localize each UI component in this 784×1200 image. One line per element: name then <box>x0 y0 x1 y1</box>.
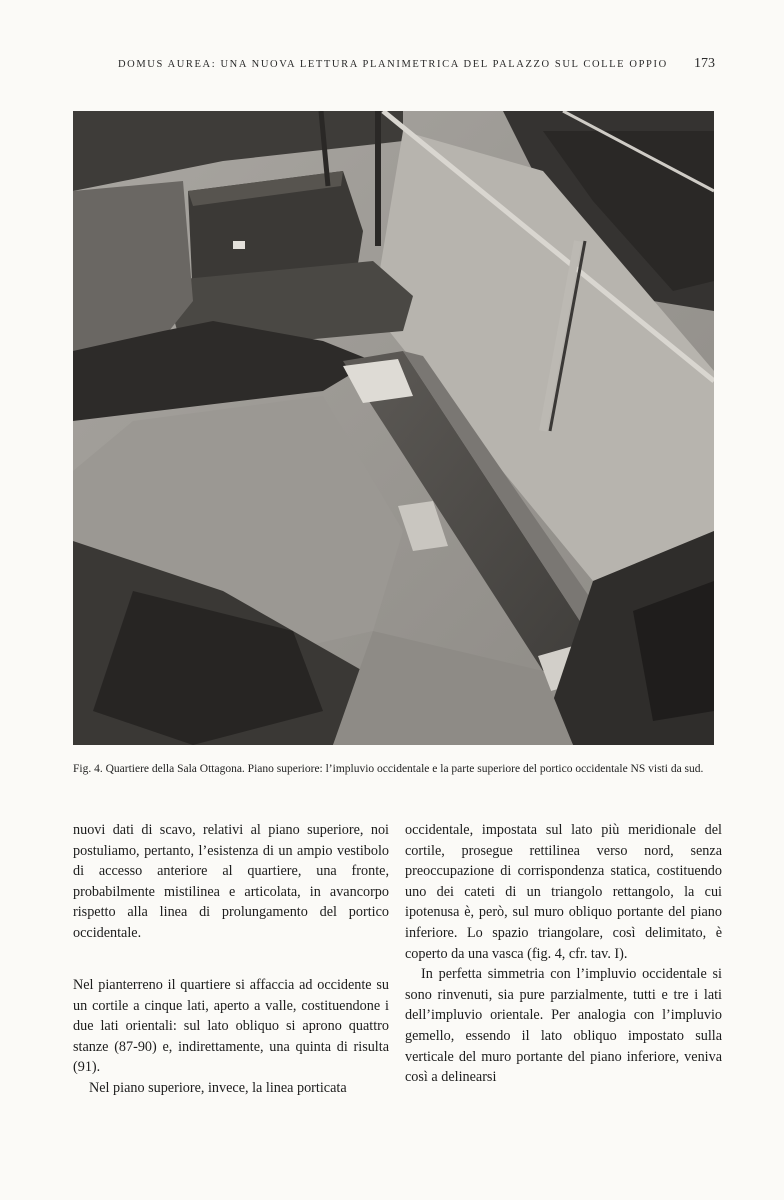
page-number: 173 <box>694 56 715 71</box>
paragraph: nuovi dati di scavo, relativi al piano superiore, noi postuliamo, pertanto, l’esistenza di un ampio vestibolo di accesso anteriore al quartiere, una fronte, probabilmente mistilinea e articolata, in avancorpo rispetto alla linea di prolungamento del portico occidentale. <box>73 822 389 941</box>
body-left-column-top <box>73 820 389 944</box>
paragraph: Nel piano superiore, invece, la linea porticata <box>89 1079 347 1096</box>
paragraph: In perfetta simmetria con l’impluvio occidentale si sono rinvenuti, sia pure parzialmente, tutti e tre i lati dell’impluvio orientale. Per analogia con l’impluvio gemello, essendo il lato obliquo impostato sulla verticale del muro portante del piano inferiore, veniva così a delinearsi <box>405 966 722 1086</box>
figure-caption: Fig. 4. Quartiere della Sala Ottagona. Piano superiore: l’impluvio occidentale e la parte superiore del portico occidentale NS visti da sud. <box>73 763 704 775</box>
body-left-column-bottom <box>73 975 389 1099</box>
body-right-column <box>405 820 722 1088</box>
excavation-photo-illustration <box>73 111 714 745</box>
paragraph: occidentale, impostata sul lato più meridionale del cortile, prosegue rettilinea verso nord, senza preoccupazione di corrispondenza statica, costituendo uno dei cateti di un triangolo rettangolo, la cui ipotenusa è, però, sul muro obliquo portante del piano inferiore. Lo spazio triangolare, così delimitato, è coperto da una vasca (fig. 4, cfr. tav. I). <box>405 822 722 962</box>
paragraph: Nel pianterreno il quartiere si affaccia ad occidente su un cortile a cinque lati, aperto a valle, costituendone i due lati orientali: sul lato obliquo si aprono quattro stanze (87-90) e, indirettamente, una quinta di risulta (91). <box>73 977 389 1076</box>
excavation-photo <box>73 111 714 745</box>
running-head: DOMUS AUREA: UNA NUOVA LETTURA PLANIMETRICA DEL PALAZZO SUL COLLE OPPIO <box>118 59 668 70</box>
